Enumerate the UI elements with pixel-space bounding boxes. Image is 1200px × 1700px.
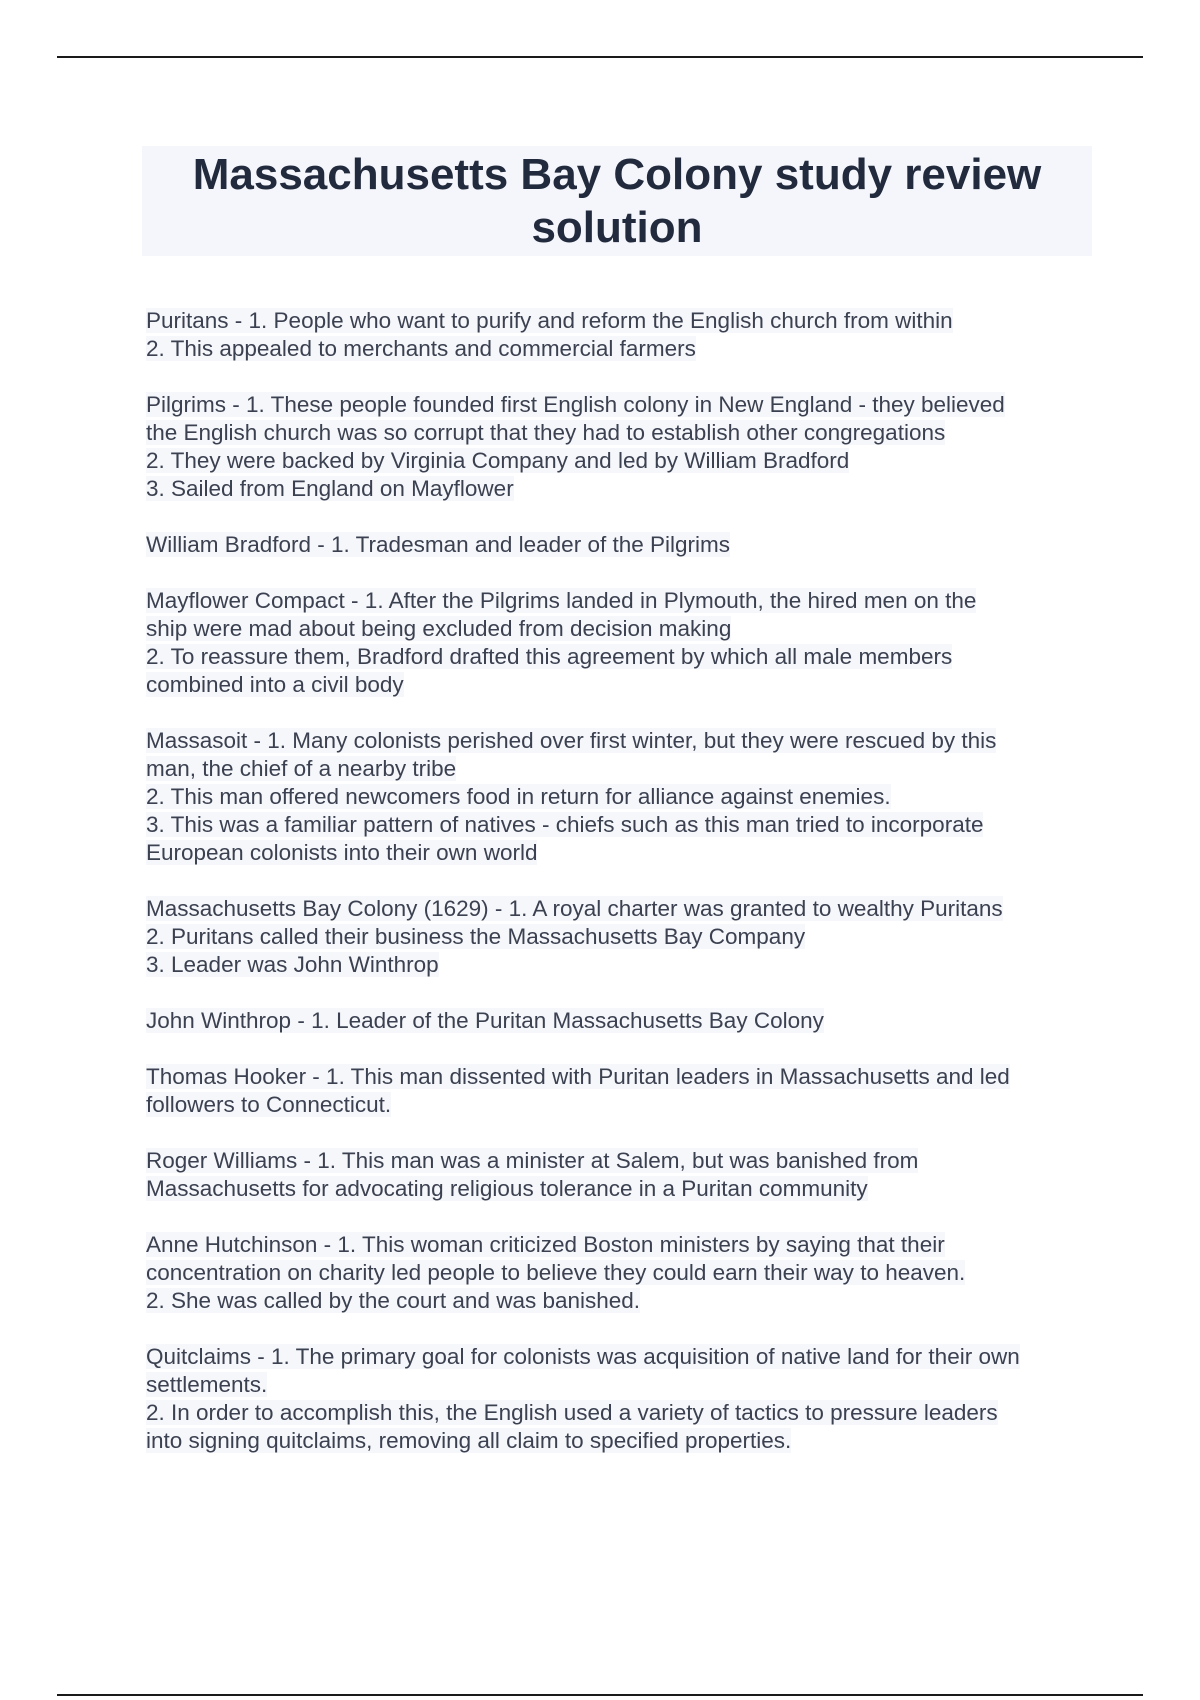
entry-line-text: Quitclaims - 1. The primary goal for colonists was acquisition of native land for their own [146, 1344, 1020, 1369]
study-entry [146, 531, 1092, 559]
entry-line [146, 839, 1092, 867]
document-title [142, 148, 1092, 254]
entry-line [146, 671, 1092, 699]
entry-line [146, 755, 1092, 783]
study-entry [146, 727, 1092, 867]
entry-line-text: Puritans - 1. People who want to purify and reform the English church from within [146, 308, 953, 333]
entry-line [146, 1147, 1092, 1175]
entry-line-text: 2. This appealed to merchants and commercial farmers [146, 336, 696, 361]
entry-line-text: William Bradford - 1. Tradesman and leader of the Pilgrims [146, 532, 730, 557]
entry-line [146, 783, 1092, 811]
entry-line [146, 1175, 1092, 1203]
entry-line [146, 1427, 1092, 1455]
study-entry [146, 895, 1092, 979]
entry-line-text: settlements. [146, 1372, 268, 1397]
entry-line-text: Massasoit - 1. Many colonists perished over first winter, but they were rescued by this [146, 728, 997, 753]
entry-line-text: Pilgrims - 1. These people founded first English colony in New England - they believed [146, 392, 1005, 417]
entry-line [146, 531, 1092, 559]
entry-line [146, 1371, 1092, 1399]
study-entry [146, 1231, 1092, 1315]
entry-line [146, 615, 1092, 643]
entry-line-text: Massachusetts Bay Colony (1629) - 1. A royal charter was granted to wealthy Puritans [146, 896, 1003, 921]
entry-line-text: into signing quitclaims, removing all claim to specified properties. [146, 1428, 792, 1453]
entry-line-text: 2. This man offered newcomers food in return for alliance against enemies. [146, 784, 891, 809]
entry-line [146, 419, 1092, 447]
entry-line-text: the English church was so corrupt that they had to establish other congregations [146, 420, 946, 445]
study-entry [146, 587, 1092, 699]
entry-line [146, 587, 1092, 615]
entry-line [146, 1287, 1092, 1315]
entry-line [146, 307, 1092, 335]
entry-line-text: Massachusetts for advocating religious tolerance in a Puritan community [146, 1176, 868, 1201]
entry-line [146, 951, 1092, 979]
entry-line [146, 811, 1092, 839]
entry-line [146, 1231, 1092, 1259]
entry-line-text: 3. Leader was John Winthrop [146, 952, 439, 977]
entry-line [146, 335, 1092, 363]
entry-line-text: followers to Connecticut. [146, 1092, 392, 1117]
study-entry [146, 1343, 1092, 1455]
entry-line-text: Mayflower Compact - 1. After the Pilgrims landed in Plymouth, the hired men on the [146, 588, 977, 613]
entry-line [146, 1091, 1092, 1119]
entry-line-text: concentration on charity led people to believe they could earn their way to heaven. [146, 1260, 966, 1285]
entry-line-text: 2. Puritans called their business the Massachusetts Bay Company [146, 924, 806, 949]
entry-line [146, 447, 1092, 475]
title-line-2: solution [531, 203, 703, 252]
entry-line-text: ship were mad about being excluded from decision making [146, 616, 732, 641]
entry-line [146, 1399, 1092, 1427]
entry-line-text: European colonists into their own world [146, 840, 538, 865]
entry-line [146, 1007, 1092, 1035]
study-entry [146, 1007, 1092, 1035]
study-entry [146, 307, 1092, 363]
top-rule [57, 56, 1143, 58]
entry-line-text: 2. In order to accomplish this, the English used a variety of tactics to pressure leaders [146, 1400, 998, 1425]
entry-line-text: 3. Sailed from England on Mayflower [146, 476, 514, 501]
entry-line-text: Thomas Hooker - 1. This man dissented with Puritan leaders in Massachusetts and led [146, 1064, 1010, 1089]
entry-line-text: John Winthrop - 1. Leader of the Puritan Massachusetts Bay Colony [146, 1008, 824, 1033]
entry-line-text: combined into a civil body [146, 672, 404, 697]
study-entry [146, 1147, 1092, 1203]
entry-line [146, 1063, 1092, 1091]
entry-line-text: 2. To reassure them, Bradford drafted this agreement by which all male members [146, 644, 953, 669]
entry-line [146, 391, 1092, 419]
study-entry [146, 1063, 1092, 1119]
entry-line [146, 1343, 1092, 1371]
entry-line [146, 643, 1092, 671]
entry-line [146, 475, 1092, 503]
title-line-1: Massachusetts Bay Colony study review [192, 150, 1042, 199]
study-entry [146, 391, 1092, 503]
entry-line [146, 923, 1092, 951]
entry-line [146, 727, 1092, 755]
entry-line [146, 895, 1092, 923]
entry-line [146, 1259, 1092, 1287]
study-entries [146, 307, 1092, 1483]
entry-line-text: 3. This was a familiar pattern of natives - chiefs such as this man tried to incorporate [146, 812, 984, 837]
entry-line-text: man, the chief of a nearby tribe [146, 756, 457, 781]
bottom-rule [57, 1694, 1143, 1696]
title-banner [142, 146, 1092, 256]
entry-line-text: Roger Williams - 1. This man was a minister at Salem, but was banished from [146, 1148, 919, 1173]
entry-line-text: Anne Hutchinson - 1. This woman criticized Boston ministers by saying that their [146, 1232, 945, 1257]
entry-line-text: 2. She was called by the court and was banished. [146, 1288, 641, 1313]
entry-line-text: 2. They were backed by Virginia Company and led by William Bradford [146, 448, 850, 473]
